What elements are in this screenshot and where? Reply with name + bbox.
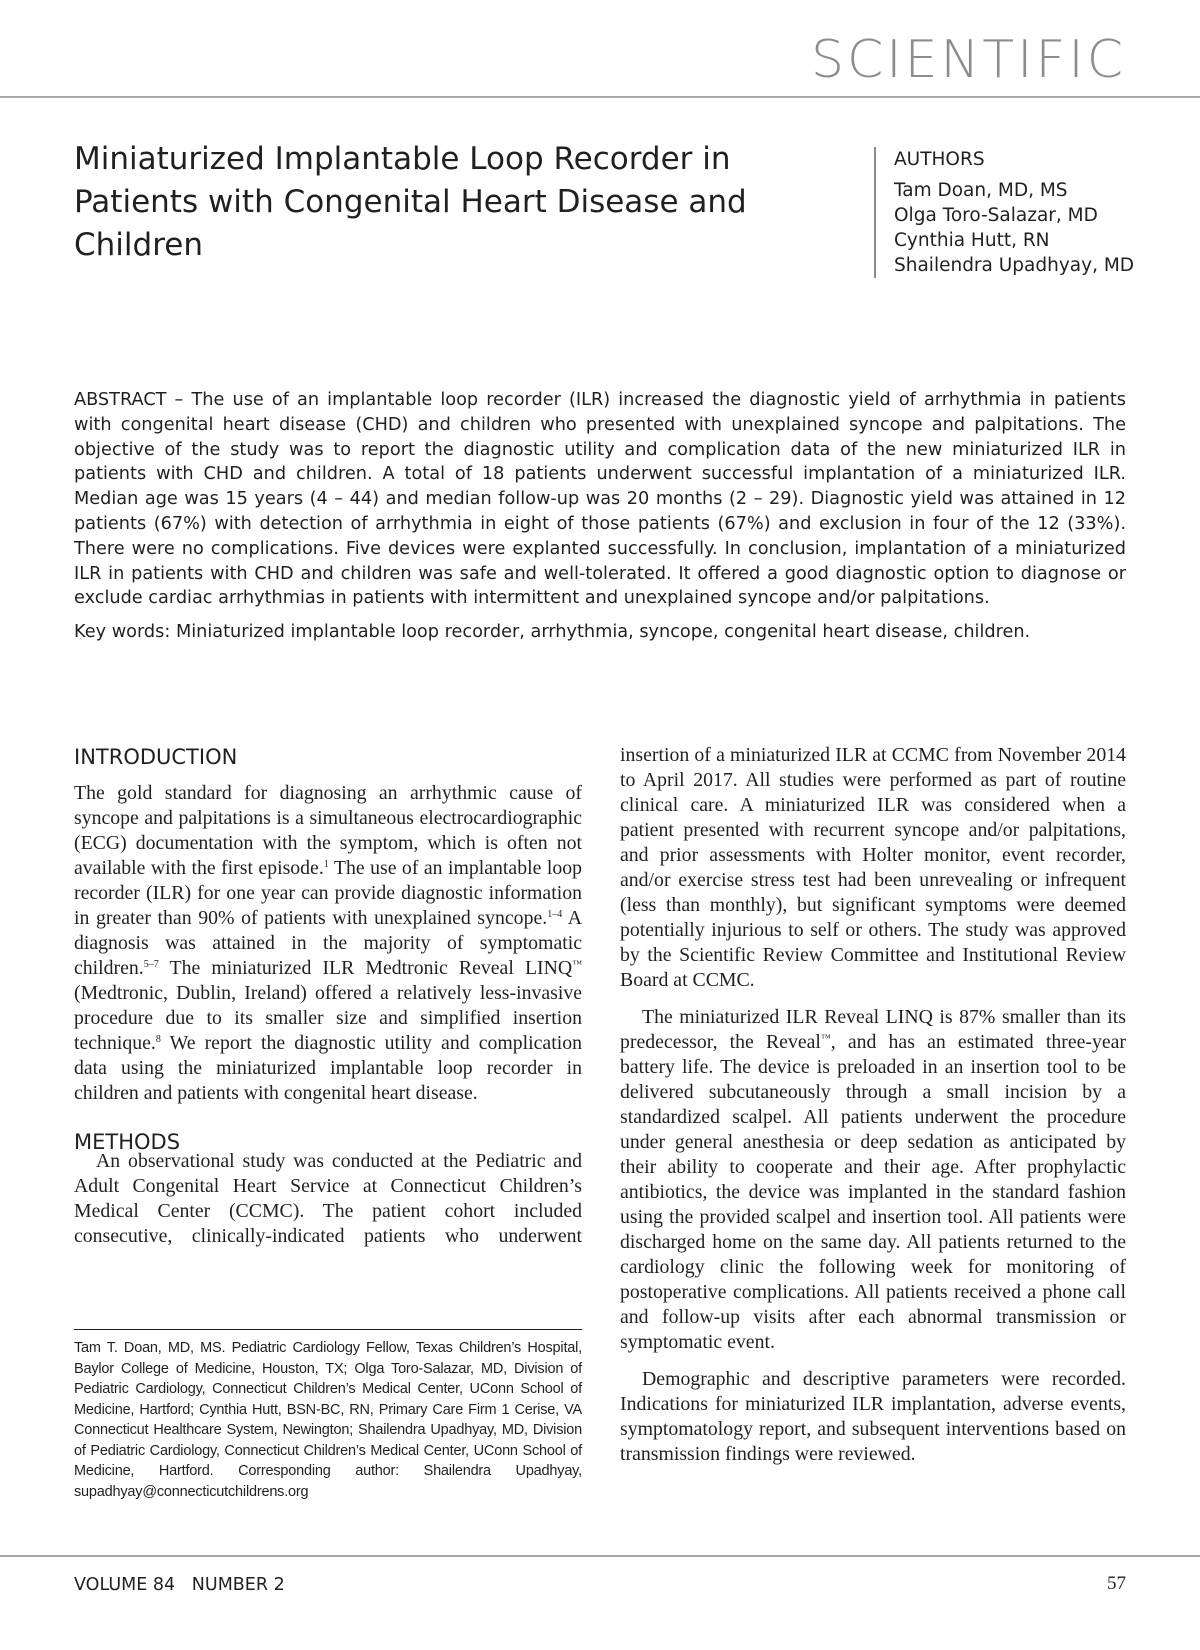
keywords-text: Key words: Miniaturized implantable loop recorder, arrhythmia, syncope, congenital heart disease, children. [74, 622, 1031, 643]
methods-paragraph: Demographic and descriptive parameters were recorded. Indications for miniaturized ILR implantation, adverse events, symptomatology report, and subsequent interventions based on transmission findings were reviewed. [620, 1368, 1126, 1465]
methods-paragraph [620, 1005, 1126, 1355]
page-number: 57 [1107, 1573, 1126, 1594]
author-name: Olga Toro-Salazar, MD [894, 205, 1098, 226]
intro-text: We report the diagnostic utility and complication data using the miniaturized implantable loop recorder in children and patients with congenital heart disease. [74, 1032, 582, 1104]
methods-heading: METHODS [74, 1130, 181, 1154]
introduction-paragraph [74, 781, 582, 1106]
abstract-text: ABSTRACT – The use of an implantable loop recorder (ILR) increased the diagnostic yield of arrhythmia in patients with congenital heart disease (CHD) and children who presented with unexplained syncope and palpitations. The objective of the study was to report the diagnostic utility and complication data of the new miniaturized ILR in patients with CHD and children. A total of 18 patients underwent successful implantation of a miniaturized ILR. Median age was 15 years (4 – 44) and median follow-up was 20 months (2 – 29). Diagnostic yield was attained in 12 patients (67%) with detection of arrhythmia in eight of those patients (67%) and exclusion in four of the 12 (33%). There were no complications. Five devices were explanted successfully. In conclusion, implantation of a miniaturized ILR in patients with CHD and children was safe and well-tolerated. It offered a good diagnostic option to diagnose or exclude cardiac arrhythmias in patients with intermittent and unexplained syncope and/or palpitations. [74, 390, 1126, 609]
header-rule [0, 96, 1200, 98]
methods-text: , and has an estimated three-year battery life. The device is preloaded in an insertion tool to be delivered subcutaneously through a small incision by a standardized scalpel. All patients underwent the procedure under general anesthesia or deep sedation as anticipated by their ability to cooperate and their age. After prophylactic antibiotics, the device was implanted in the standard fashion using the provided scalpel and insertion tool. All patients were discharged home on the same day. All patients returned to the cardiology clinic the following week for monitoring of postoperative complications. All patients received a phone call and follow-up visits after each abnormal transmission or symptomatic event. [620, 1031, 1127, 1353]
citation-ref: 1 [323, 859, 329, 870]
intro-text: The gold standard for diagnosing an arrhythmic cause of syncope and palpitations is a simultaneous electrocardiographic (ECG) documentation with the symptom, which is often not available with the first episode. [74, 782, 582, 879]
footer-rule [0, 1555, 1200, 1557]
abstract-block [74, 388, 1126, 645]
authors-heading: AUTHORS [894, 149, 985, 170]
authors-block [874, 147, 1164, 278]
intro-text: A diagnosis was attained in the majority of symptomatic children. [74, 907, 583, 979]
citation-ref: 1–4 [547, 909, 563, 920]
author-name: Shailendra Upadhyay, MD [894, 255, 1135, 276]
article-title: Miniaturized Implantable Loop Recorder in Patients with Congenital Heart Disease and Children [74, 141, 747, 263]
citation-ref: 5–7 [143, 959, 159, 970]
citation-ref: 8 [155, 1034, 161, 1045]
intro-text: The use of an implantable loop recorder (ILR) for one year can provide diagnostic information in greater than 90% of patients with unexplained syncope. [74, 857, 582, 929]
methods-text: insertion of a miniaturized ILR at CCMC from November 2014 to April 2017. All studies were performed as part of routine clinical care. A miniaturized ILR was considered when a patient presented with recurrent syncope and/or palpitations, and prior assessments with Holter monitor, event recorder, and/or exercise stress test had been unrevealing or infrequent (less than monthly), but significant symptoms were deemed potentially injurious to self or others. The study was approved by the Scientific Review Committee and Institutional Review Board at CCMC. [620, 744, 1126, 991]
right-column [620, 993, 1126, 1467]
methods-text: The miniaturized ILR Reveal LINQ is 87% smaller than its predecessor, the Reveal [620, 1006, 1126, 1053]
intro-text: (Medtronic, Dublin, Ireland) offered a relatively less-invasive procedure due to its smaller size and simplified insertion technique. [74, 982, 582, 1054]
intro-text: The miniaturized ILR Medtronic Reveal LINQ [158, 957, 573, 979]
author-name: Cynthia Hutt, RN [894, 230, 1050, 251]
section-label: SCIENTIFIC [810, 30, 1126, 90]
author-affiliations-footnote: Tam T. Doan, MD, MS. Pediatric Cardiology Fellow, Texas Children’s Hospital, Baylor College of Medicine, Houston, TX; Olga Toro-Salazar, MD, Division of Pediatric Cardiology, Connecticut Children’s Medical Center, UConn School of Medicine, Hartford; Cynthia Hutt, BSN-BC, RN, Primary Care Firm 1 Cerise, VA Connecticut Healthcare System, Newington; Shailendra Upadhyay, MD, Division of Pediatric Cardiology, Connecticut Children’s Medical Center, UConn School of Medicine, Hartford. Corresponding author: Shailendra Upadhyay, supadhyay@connecticutchildrens.org [74, 1329, 582, 1502]
trademark-mark: ™ [820, 1033, 831, 1044]
introduction-heading: INTRODUCTION [74, 745, 238, 769]
left-column [74, 743, 582, 1166]
methods-paragraph-start [74, 1149, 582, 1249]
methods-text: An observational study was conducted at the Pediatric and Adult Congenital Heart Service at Connecticut Children’s Medical Center (CCMC). The patient cohort included consecutive, clinically-indicated patients who underwent [74, 1150, 582, 1247]
author-name: Tam Doan, MD, MS [894, 180, 1068, 201]
issue-label: VOLUME 84 NUMBER 2 [74, 1575, 285, 1595]
methods-paragraph-continued [620, 743, 1126, 993]
trademark-mark: ™ [572, 959, 582, 970]
